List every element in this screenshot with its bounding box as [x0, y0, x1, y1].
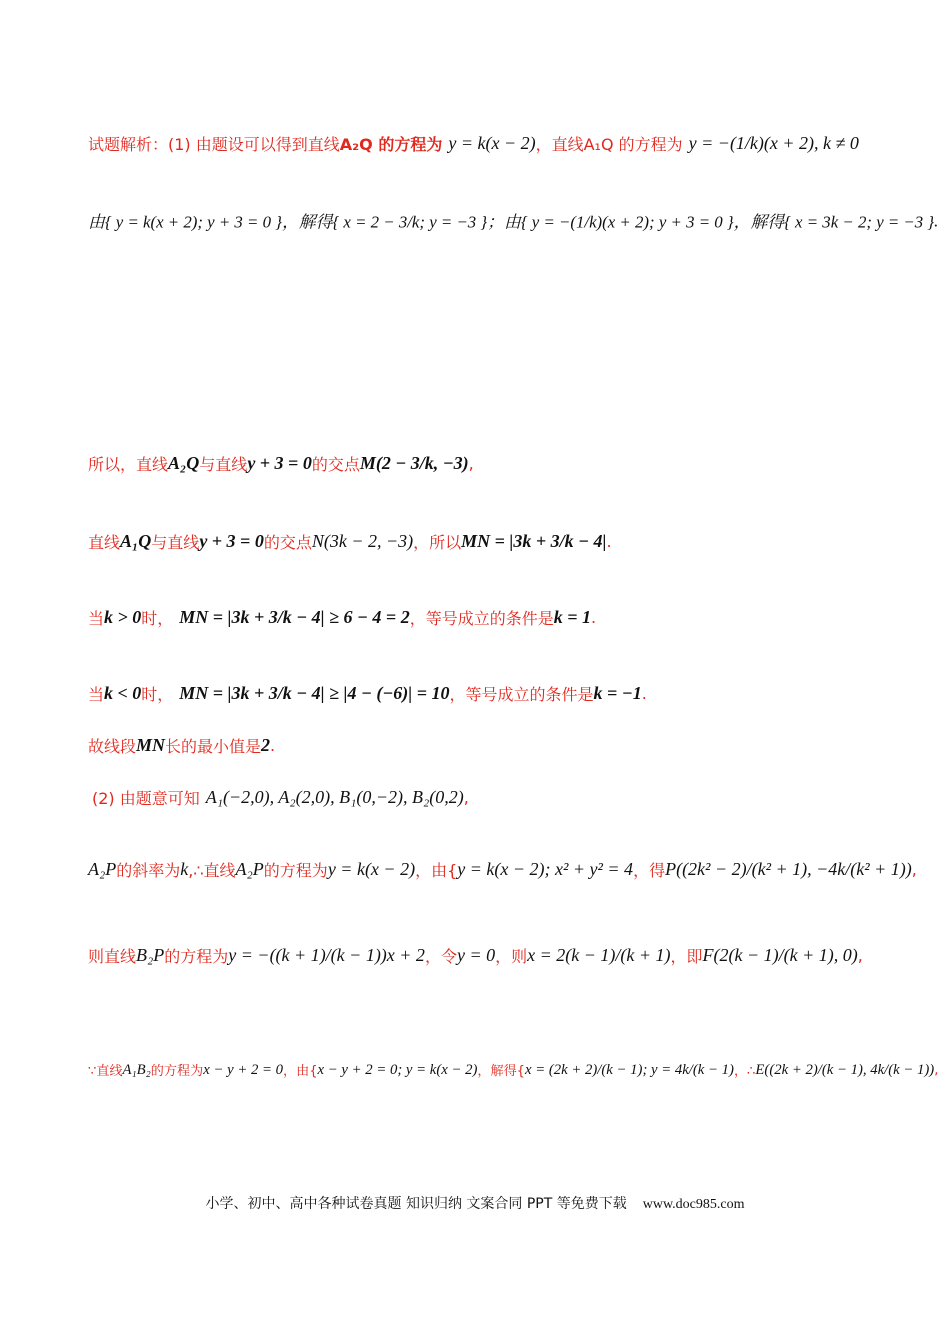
math: P((2k² − 2)/(k² + 1), −4k/(k² + 1)): [665, 859, 912, 879]
text: ，由{: [415, 861, 458, 880]
text: 直线: [88, 533, 121, 552]
math: MN: [136, 735, 166, 755]
math: F(2(k − 1)/(k + 1), 0): [702, 945, 858, 965]
text: 时，: [141, 609, 174, 628]
line-10: [88, 944, 863, 967]
line-6: [88, 682, 647, 705]
math: .: [934, 211, 939, 230]
text: ，等号成立的条件是: [449, 685, 594, 704]
math: k < 0: [104, 683, 142, 703]
line-4: [88, 530, 612, 553]
math: A₁(−2,0), A₂(2,0), B₁(0,−2), B₂(0,2): [205, 787, 464, 807]
math: y = −((k + 1)/(k − 1))x + 2: [228, 945, 425, 965]
page-footer: [0, 1193, 950, 1213]
math: y + 3 = 0: [199, 531, 264, 551]
text: 故线段: [88, 737, 137, 756]
math: y = k(x − 2): [448, 133, 536, 153]
text: 当: [88, 609, 105, 628]
footer-url: www.doc985.com: [642, 1197, 745, 1212]
math: MN = |3k + 3/k − 4| ≥ |4 − (−6)| = 10: [179, 683, 450, 703]
line-2: [88, 209, 938, 233]
text: ,: [463, 788, 469, 807]
line-3: [88, 452, 474, 475]
text: 则直线: [88, 947, 137, 966]
math: A₁Q: [120, 531, 152, 551]
text: ,: [857, 946, 863, 965]
text: (2) 由题意可知: [92, 789, 200, 808]
math: y = 0: [456, 945, 496, 965]
math: 由{ y = k(x + 2); y + 3 = 0 }: [88, 212, 282, 232]
text: ，∴: [733, 1062, 756, 1079]
text: 的斜率为: [116, 861, 181, 880]
math: k: [180, 859, 189, 879]
text: ,: [934, 1061, 939, 1078]
text: ，由{: [283, 1062, 318, 1079]
line-8: [92, 786, 469, 809]
text: 与直线: [199, 455, 248, 474]
text: A₁Q 的方程为: [583, 135, 683, 154]
math: E((2k + 2)/(k − 1), 4k/(k − 1)): [755, 1060, 935, 1078]
math: x − y + 2 = 0; y = k(x − 2): [317, 1060, 478, 1078]
line-1: [88, 132, 859, 155]
math: A₂P: [88, 859, 117, 879]
text: 的方程为: [164, 947, 229, 966]
math: k = 1: [553, 607, 591, 627]
math: x = (2k + 2)/(k − 1); y = 4k/(k − 1): [525, 1060, 734, 1078]
text: ，所以: [413, 533, 462, 552]
text: ，即: [670, 947, 703, 966]
text: .: [641, 684, 647, 703]
math: N(3k − 2, −3): [311, 531, 414, 551]
text: 与直线: [151, 533, 200, 552]
text: 试题解析：(1) 由题设可以得到直线: [88, 135, 340, 154]
text: ，令: [424, 947, 457, 966]
math: x − y + 2 = 0: [203, 1060, 284, 1078]
math: ；由{ y = −(1/k)(x + 2); y + 3 = 0 }: [487, 212, 734, 232]
text: ，等号成立的条件是: [409, 609, 554, 628]
text: .: [270, 736, 276, 755]
math: A₁B₂: [122, 1060, 151, 1078]
math: y = −(1/k)(x + 2), k ≠ 0: [688, 133, 859, 153]
text: 当: [88, 685, 105, 704]
math: A₂P: [235, 859, 264, 879]
text: 的交点: [263, 533, 312, 552]
text: 所以，直线: [88, 455, 169, 474]
text: ，得: [633, 861, 666, 880]
line-5: [88, 606, 596, 629]
math: B₂P: [136, 945, 165, 965]
math: M(2 − 3/k, −3): [359, 453, 469, 473]
text: ，直线: [535, 135, 584, 154]
text: 的方程为: [150, 1062, 204, 1079]
math: 2: [261, 735, 271, 755]
text: ，解得{: [477, 1062, 526, 1079]
text: ,: [468, 454, 474, 473]
math: ，解得{ x = 2 − 3/k; y = −3 }: [281, 212, 488, 232]
math: k > 0: [104, 607, 142, 627]
text: ,∴直线: [188, 861, 236, 880]
math: A₂Q 的方程为: [339, 135, 443, 154]
text: ,: [911, 860, 917, 879]
text: .: [590, 608, 597, 627]
text: .: [606, 532, 612, 551]
text: 的方程为: [263, 861, 328, 880]
math: ，解得{ x = 3k − 2; y = −3 }: [733, 212, 935, 232]
math: x = 2(k − 1)/(k + 1): [527, 945, 671, 965]
math: y + 3 = 0: [247, 453, 312, 473]
math: y = k(x − 2); x² + y² = 4: [457, 859, 634, 879]
math: k = −1: [593, 683, 642, 703]
math: y = k(x − 2): [327, 859, 416, 879]
text: ，则: [495, 947, 528, 966]
footer-text: 小学、初中、高中各种试卷真题 知识归纳 文案合同 PPT 等免费下载: [205, 1196, 627, 1212]
line-9: [88, 858, 917, 881]
math: MN = |3k + 3/k − 4| ≥ 6 − 4 = 2: [179, 607, 410, 627]
math: MN = |3k + 3/k − 4|: [461, 531, 607, 551]
line-11: [88, 1060, 938, 1079]
text: ∵直线: [88, 1062, 123, 1079]
text: 的交点: [311, 455, 360, 474]
math: A₂Q: [168, 453, 200, 473]
text: 长的最小值是: [165, 737, 262, 756]
line-7: [88, 734, 275, 757]
text: 时，: [141, 685, 174, 704]
